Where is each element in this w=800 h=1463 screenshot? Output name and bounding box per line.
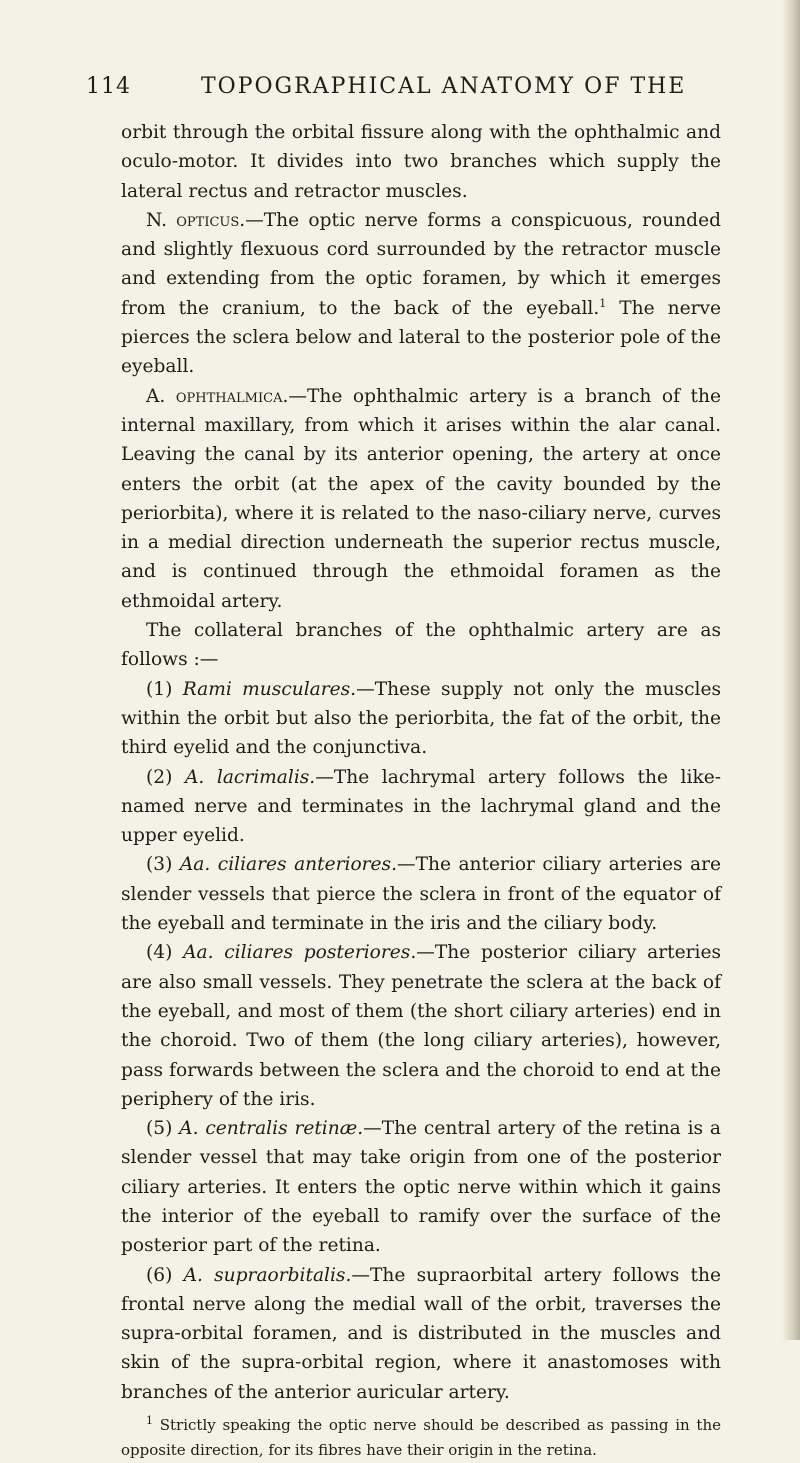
paragraph-text: —The optic nerve forms a conspicuous, rounded and slightly flexuous cord surrounded by the retractor muscle and extending from the optic foramen, by which it emerges from the cranium, to the back of the eyeball. xyxy=(121,209,721,319)
section-lead-ophthalmic-artery: A. ophthalmica. xyxy=(146,385,289,407)
running-head: TOPOGRAPHICAL ANATOMY OF THE xyxy=(201,74,687,99)
paragraph-collateral-branches xyxy=(121,616,721,675)
branch-item-lacrimalis xyxy=(121,763,721,851)
branch-name: Aa. ciliares posteriores. xyxy=(183,942,417,964)
branch-number: (1) xyxy=(146,678,183,700)
footnote xyxy=(121,1413,721,1463)
branch-text: —The lachrymal artery follows the like-named nerve and terminates in the lachrymal gland and the upper eyelid. xyxy=(121,766,721,847)
branch-text: —The central artery of the retina is a slender vessel that may take origin from one of the posterior ciliary arteries. It enters the optic nerve within which it gains the interior of the eyeball to ramify over the surface of the posterior part of the retina. xyxy=(121,1118,722,1257)
paragraph-ophthalmic-artery xyxy=(121,382,721,616)
paragraph-optic-nerve xyxy=(121,206,721,382)
branch-item-ciliares-anteriores xyxy=(121,850,721,938)
branch-number: (2) xyxy=(146,766,185,788)
branch-item-ciliares-posteriores xyxy=(121,938,721,1114)
page-number: 114 xyxy=(86,74,131,99)
branch-number: (4) xyxy=(146,942,184,964)
page-edge-shadow xyxy=(782,0,800,1340)
branch-text: —The posterior ciliary arteries are also small vessels. They penetrate the sclera at the back of the eyeball, and most of them (the short ciliary arteries) end in the choroid. Two of them (the long ciliary arteries), however, pass forwards between the sclera and the choroid to end at the periphery of the iris. xyxy=(121,942,721,1110)
branch-number: (3) xyxy=(146,854,180,876)
paragraph-text: orbit through the orbital fissure along with the ophthalmic and oculo-motor. It divides into two branches which supply the lateral rectus and retractor muscles. xyxy=(121,122,721,202)
branch-item-rami-musculares xyxy=(121,675,721,763)
section-lead-optic-nerve: N. opticus. xyxy=(146,209,246,231)
paragraph-text: The collateral branches of the ophthalmic artery are as follows :— xyxy=(121,620,721,671)
branch-number: (5) xyxy=(146,1118,180,1140)
branch-item-centralis-retinae xyxy=(121,1114,721,1260)
branch-item-supraorbitalis xyxy=(121,1261,721,1407)
branch-text: —The anterior ciliary arteries are slender vessels that pierce the sclera in front of the equator of the eyeball and terminate in the iris and the ciliary body. xyxy=(121,854,721,935)
footnote-reference: 1 xyxy=(599,296,607,310)
branch-text: —The supraorbital artery follows the frontal nerve along the medial wall of the orbit, traverses the supra-orbital foramen, and is distributed in the muscles and skin of the supra-orbital region, where it anastomoses with branches of the anterior auricular artery. xyxy=(121,1264,721,1403)
branch-name: A. centralis retinæ. xyxy=(179,1118,364,1140)
branch-name: Rami musculares. xyxy=(182,678,357,700)
paragraph-text: The nerve pierces the sclera below and lateral to the posterior pole of the eyeball. xyxy=(121,297,722,378)
branch-name: A. supraorbitalis. xyxy=(183,1264,352,1286)
footnote-text: Strictly speaking the optic nerve should be described as passing in the opposite direction, for its fibres have their origin in the retina. xyxy=(121,1416,721,1460)
paragraph-text: —The ophthalmic artery is a branch of the internal maxillary, from which it arises within the alar canal. Leaving the canal by its anterior opening, the artery at once enters the orbit (at the apex of the cavity bounded by the periorbita), where it is related to the naso-ciliary nerve, curves in a medial direction underneath the superior rectus muscle, and is continued through the ethmoidal foramen as the ethmoidal artery. xyxy=(121,385,722,612)
footnote-mark: 1 xyxy=(146,1414,153,1428)
branch-name: Aa. ciliares anteriores. xyxy=(179,854,397,876)
branch-number: (6) xyxy=(146,1264,184,1286)
paragraph-continuation xyxy=(121,118,721,206)
page-body xyxy=(121,118,721,1463)
branch-name: A. lacrimalis. xyxy=(184,766,316,788)
branch-text: —These supply not only the muscles within the orbit but also the periorbita, the fat of the orbit, the third eyelid and the conjunctiva. xyxy=(121,678,721,759)
page-header xyxy=(86,74,726,114)
